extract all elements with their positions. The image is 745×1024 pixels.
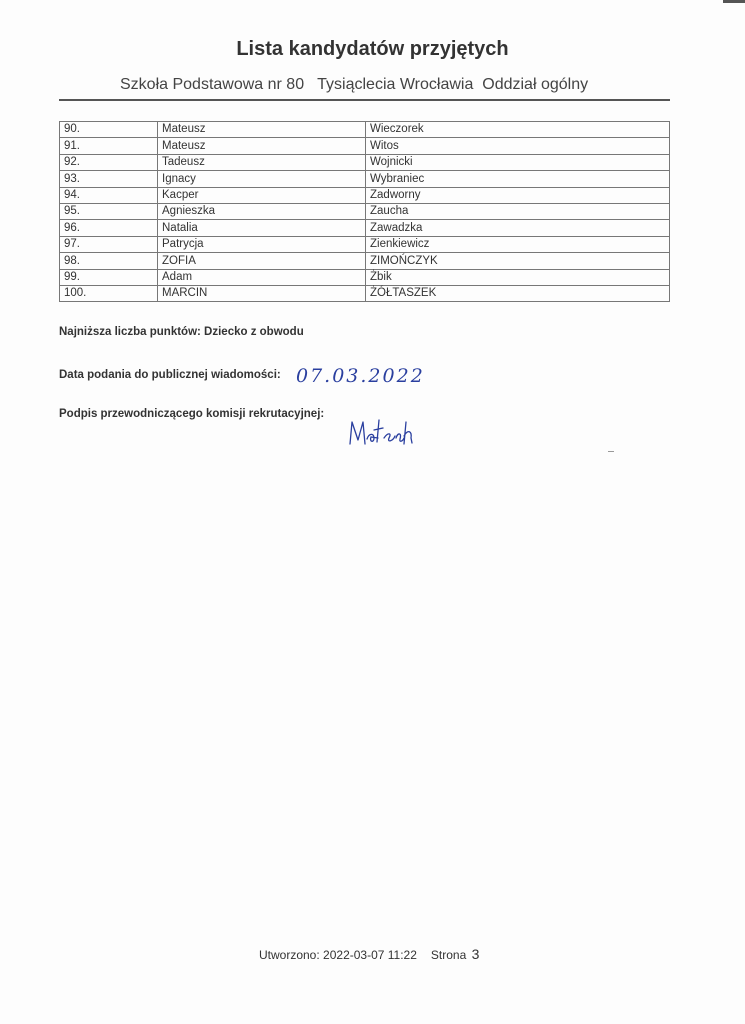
created-label: Utworzono: bbox=[259, 948, 320, 962]
candidate-last-name: Żbik bbox=[366, 269, 670, 285]
table-row bbox=[60, 253, 670, 269]
page-number: 3 bbox=[471, 946, 480, 962]
handwritten-date: 07.03.2022 bbox=[296, 365, 425, 387]
table-row bbox=[60, 269, 670, 285]
table-row bbox=[60, 187, 670, 203]
candidate-first-name: Natalia bbox=[158, 220, 366, 236]
table-row bbox=[60, 220, 670, 236]
candidate-number: 99. bbox=[60, 269, 158, 285]
candidate-number: 90. bbox=[60, 122, 158, 138]
table-row bbox=[60, 236, 670, 252]
document-subtitle bbox=[120, 76, 588, 94]
candidate-first-name: Mateusz bbox=[158, 138, 366, 154]
candidate-number: 93. bbox=[60, 171, 158, 187]
header-divider bbox=[59, 99, 670, 101]
signature-label: Podpis przewodniczącego komisji rekrutacyjnej: bbox=[59, 408, 325, 420]
candidate-first-name: Agnieszka bbox=[158, 203, 366, 219]
candidate-last-name: ŻÓŁTASZEK bbox=[366, 285, 670, 301]
candidate-number: 92. bbox=[60, 154, 158, 170]
candidate-last-name: Wojnicki bbox=[366, 154, 670, 170]
candidate-number: 94. bbox=[60, 187, 158, 203]
scan-speck bbox=[608, 451, 614, 452]
scan-corner-mark bbox=[723, 0, 745, 3]
candidate-number: 96. bbox=[60, 220, 158, 236]
table-row bbox=[60, 285, 670, 301]
document-title: Lista kandydatów przyjętych bbox=[236, 38, 509, 60]
candidate-number: 100. bbox=[60, 285, 158, 301]
table-row bbox=[60, 154, 670, 170]
school-name: Szkoła Podstawowa nr 80 bbox=[120, 76, 305, 93]
candidate-first-name: ZOFIA bbox=[158, 253, 366, 269]
school-patron: Tysiąclecia Wrocławia bbox=[317, 76, 474, 93]
candidate-first-name: MARCIN bbox=[158, 285, 366, 301]
candidate-last-name: Zadworny bbox=[366, 187, 670, 203]
candidate-first-name: Patrycja bbox=[158, 236, 366, 252]
candidate-last-name: Zienkiewicz bbox=[366, 236, 670, 252]
branch-name: Oddział ogólny bbox=[482, 76, 589, 93]
candidate-first-name: Tadeusz bbox=[158, 154, 366, 170]
candidate-number: 95. bbox=[60, 203, 158, 219]
table-row bbox=[60, 138, 670, 154]
candidate-last-name: Zawadzka bbox=[366, 220, 670, 236]
candidate-last-name: Wybraniec bbox=[366, 171, 670, 187]
page-footer bbox=[259, 946, 479, 962]
candidate-first-name: Ignacy bbox=[158, 171, 366, 187]
page-label: Strona bbox=[430, 948, 467, 962]
candidate-last-name: Wieczorek bbox=[366, 122, 670, 138]
candidate-first-name: Adam bbox=[158, 269, 366, 285]
candidate-number: 91. bbox=[60, 138, 158, 154]
publication-date-label: Data podania do publicznej wiadomości: bbox=[59, 369, 281, 381]
table-row bbox=[60, 122, 670, 138]
candidate-last-name: Zaucha bbox=[366, 203, 670, 219]
min-points-label: Najniższa liczba punktów: Dziecko z obwodu bbox=[59, 326, 304, 338]
candidate-first-name: Kacper bbox=[158, 187, 366, 203]
table-row bbox=[60, 171, 670, 187]
candidate-number: 97. bbox=[60, 236, 158, 252]
candidate-number: 98. bbox=[60, 253, 158, 269]
candidate-last-name: ZIMOŃCZYK bbox=[366, 253, 670, 269]
chairman-signature bbox=[343, 414, 418, 448]
candidate-first-name: Mateusz bbox=[158, 122, 366, 138]
candidates-table bbox=[59, 121, 670, 302]
candidate-last-name: Witos bbox=[366, 138, 670, 154]
table-row bbox=[60, 203, 670, 219]
created-timestamp: 2022-03-07 11:22 bbox=[323, 948, 417, 962]
